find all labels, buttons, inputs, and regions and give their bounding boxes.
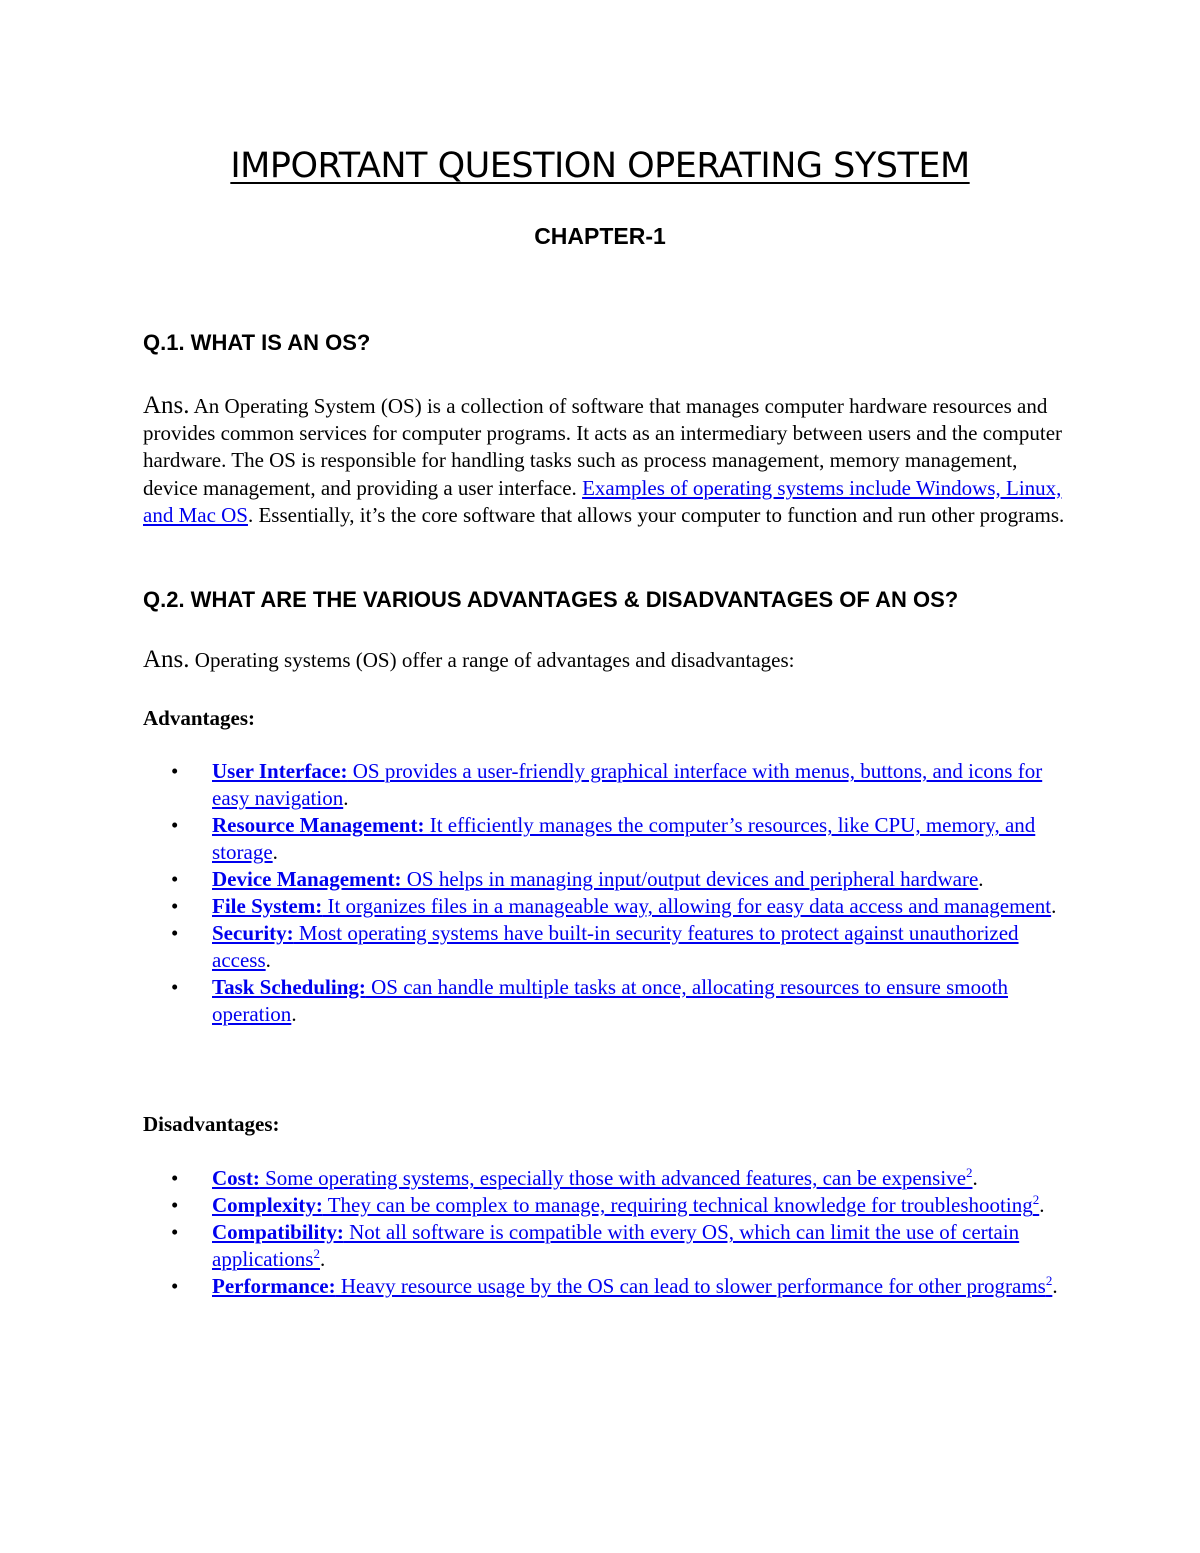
question-1-heading: Q.1. WHAT IS AN OS? <box>143 330 371 355</box>
list-item: • Performance: Heavy resource usage by the OS can lead to slower performance for other programs$^2$. <box>171 1273 1058 1298</box>
bullet: • <box>171 975 179 999</box>
bullet: • <box>171 759 179 783</box>
list-item: • Security: Most operating systems have built-in security features to protect against unauthorized access. <box>171 921 1019 972</box>
examples-link[interactable]: Examples of operating systems include Windows, Linux, and Mac OS <box>143 475 1062 527</box>
list-item: • Device Management: OS helps in managing input/output devices and peripheral hardware. <box>171 867 984 891</box>
disadvantage-link[interactable]: Compatibility: Not all software is compatible with every OS, which can limit the use of certain applications$^2$ <box>212 1220 1020 1271</box>
bullet: • <box>171 894 179 918</box>
list-item: • Resource Management: It efficiently manages the computer’s resources, like CPU, memory, and storage. <box>171 813 1036 864</box>
answer-label: Ans. <box>143 646 190 673</box>
disadvantage-link[interactable]: Cost: Some operating systems, especially those with advanced features, can be expensive$^2$ <box>212 1165 973 1190</box>
bullet: • <box>171 1274 179 1298</box>
list-item: • Task Scheduling: OS can handle multiple tasks at once, allocating resources to ensure smooth operation. <box>171 975 1008 1026</box>
advantage-link[interactable]: User Interface: OS provides a user-friendly graphical interface with menus, buttons, and icons for easy navigation <box>212 759 1043 810</box>
bullet: • <box>171 813 179 837</box>
advantage-link[interactable]: Resource Management: It efficiently manages the computer’s resources, like CPU, memory, and storage <box>212 813 1036 864</box>
disadvantage-link[interactable]: Complexity: They can be complex to manage, requiring technical knowledge for troubleshooting$^2$ <box>212 1192 1040 1217</box>
bullet: • <box>171 867 179 891</box>
question-1-answer <box>143 392 1073 529</box>
list-item: • Complexity: They can be complex to manage, requiring technical knowledge for troubleshooting$^2$. <box>171 1192 1045 1217</box>
answer-text: An Operating System (OS) is a collection of software that manages computer hardware resources and provides common services for computer programs. It acts as an intermediary between users and the computer hardware. The OS is responsible for handling tasks such as process management, memory management, device management, and providing a user interface. <box>143 394 1063 500</box>
list-item: • File System: It organizes files in a manageable way, allowing for easy data access and management. <box>171 894 1057 918</box>
disadvantages-label: Disadvantages: <box>143 1112 280 1136</box>
bullet: • <box>171 1166 179 1190</box>
advantage-link[interactable]: Security: Most operating systems have built-in security features to protect against unauthorized access <box>212 921 1019 972</box>
list-item: • User Interface: OS provides a user-friendly graphical interface with menus, buttons, and icons for easy navigation. <box>171 759 1043 810</box>
bullet: • <box>171 1220 179 1244</box>
question-2-intro <box>143 646 1073 674</box>
chapter-heading: CHAPTER-1 <box>534 223 666 249</box>
answer-text-end: . Essentially, it’s the core software that allows your computer to function and run other programs. <box>247 502 1065 527</box>
question-2-heading: Q.2. WHAT ARE THE VARIOUS ADVANTAGES & DISADVANTAGES OF AN OS? <box>143 587 959 612</box>
intro-text: Operating systems (OS) offer a range of advantages and disadvantages: <box>189 648 795 672</box>
list-item: • Cost: Some operating systems, especially those with advanced features, can be expensive$^2$. <box>171 1165 978 1190</box>
advantage-link[interactable]: Device Management: OS helps in managing input/output devices and peripheral hardware <box>212 867 979 891</box>
bullet: • <box>171 1193 179 1217</box>
disadvantages-list <box>143 1165 1073 1300</box>
advantages-label: Advantages: <box>143 706 256 730</box>
advantages-list <box>143 758 1073 1028</box>
answer-label: Ans. <box>143 392 190 419</box>
bullet: • <box>171 921 179 945</box>
document-title: IMPORTANT QUESTION OPERATING SYSTEM <box>230 146 970 186</box>
list-item: • Compatibility: Not all software is compatible with every OS, which can limit the use of certain applications$^2$. <box>171 1220 1020 1271</box>
disadvantage-link[interactable]: Performance: Heavy resource usage by the OS can lead to slower performance for other programs$^2$ <box>212 1273 1053 1298</box>
advantage-link[interactable]: Task Scheduling: OS can handle multiple tasks at once, allocating resources to ensure smooth operation <box>212 975 1008 1026</box>
advantage-link[interactable]: File System: It organizes files in a manageable way, allowing for easy data access and management <box>212 894 1052 918</box>
